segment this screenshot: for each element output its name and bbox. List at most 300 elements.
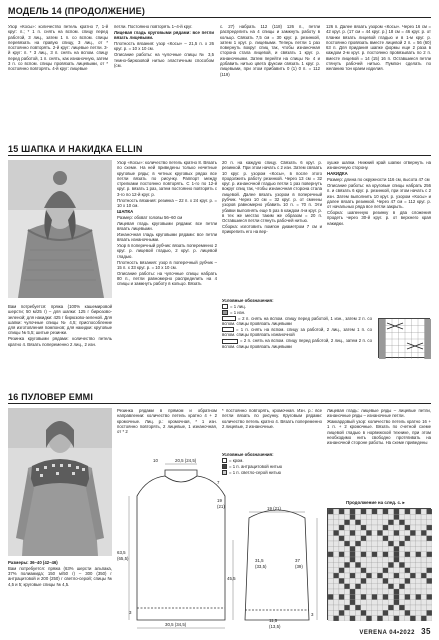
section-15-header: 15 ШАПКА И НАКИДКА ELLIN — [8, 144, 431, 156]
jacquard-cell — [350, 530, 355, 535]
jacquard-cell — [383, 536, 388, 541]
jacquard-cell — [410, 600, 415, 605]
jacquard-cell — [399, 605, 404, 610]
jacquard-cell — [377, 520, 382, 525]
jacquard-cell — [372, 589, 377, 594]
jacquard-cell — [333, 530, 338, 535]
legend-item-cable1 — [222, 316, 372, 327]
jacquard-cell — [427, 552, 432, 557]
jacquard-cell — [388, 514, 393, 519]
jacquard-cell — [394, 520, 399, 525]
jacquard-cell — [405, 562, 410, 567]
jacquard-cell — [388, 536, 393, 541]
jacquard-cell — [350, 514, 355, 519]
jacquard-cell — [427, 562, 432, 567]
jacquard-cell — [361, 530, 366, 535]
jacquard-cell — [350, 594, 355, 599]
jacquard-cell — [377, 541, 382, 546]
jacquard-cell — [339, 589, 344, 594]
sec16-legend-edge-text: = кром. — [229, 457, 244, 463]
knit-symbol-icon — [222, 304, 228, 309]
jacquard-cell — [361, 600, 366, 605]
sec15-col3 — [222, 160, 322, 260]
sec15-cross: Узор в поперечный рубчик: вязать попеременно 2 круг. р. лицевой гладью, 2 круг. р. лицевой гладью. — [117, 243, 217, 259]
page-number: 35 — [421, 627, 431, 636]
jacquard-cell — [350, 605, 355, 610]
section-14-header: МОДЕЛЬ 14 (ПРОДОЛЖЕНИЕ) — [8, 6, 431, 18]
jacquard-cell — [377, 530, 382, 535]
jacquard-cell — [377, 562, 382, 567]
jacquard-cell — [427, 589, 432, 594]
jacquard-cell — [421, 589, 426, 594]
jacquard-cell — [399, 600, 404, 605]
jacquard-cell — [427, 578, 432, 583]
jacquard-cell — [355, 605, 360, 610]
jacquard-cell — [361, 525, 366, 530]
jacquard-cell — [372, 600, 377, 605]
jacquard-cell — [388, 616, 393, 621]
jacquard-cell — [416, 562, 421, 567]
jacquard-cell — [339, 552, 344, 557]
jacquard-cell — [394, 568, 399, 573]
dim-19-label: 19 — [217, 498, 222, 503]
jacquard-cell — [410, 616, 415, 621]
jacquard-cell — [328, 514, 333, 519]
jacquard-cell — [383, 573, 388, 578]
jacquard-cell — [366, 509, 371, 514]
jacquard-cell — [344, 514, 349, 519]
jacquard-cell — [350, 600, 355, 605]
jacquard-cell — [355, 509, 360, 514]
jacquard-cell — [399, 520, 404, 525]
jacquard-cell — [366, 557, 371, 562]
sec15-cape-size: Размер: длина по окружности 116 см, высота 47 см — [327, 177, 430, 183]
jacquard-cell — [421, 546, 426, 551]
jacquard-cell — [421, 600, 426, 605]
jacquard-cell — [394, 514, 399, 519]
jacquard-cell — [361, 546, 366, 551]
jacquard-cell — [366, 600, 371, 605]
jacquard-cell — [416, 610, 421, 615]
jacquard-cell — [372, 568, 377, 573]
jacquard-cell — [366, 514, 371, 519]
jacquard-cell — [399, 568, 404, 573]
jacquard-cell — [427, 605, 432, 610]
jacquard-cell — [344, 525, 349, 530]
jacquard-cell — [388, 509, 393, 514]
jacquard-cell — [377, 509, 382, 514]
jacquard-cell — [344, 616, 349, 621]
sec14-col4-text: 126 п. Далее вязать узором «Косы». Через 16 см = 42 круг. р. (17 см = 44 круг. р.) 18 см = 46 круг. р. от планки вязать лицевой гладью и в 1-м круг. р. постоянно провязать вместе лицевой 2 п. = 56 (60) 63 п. Для придания шапке формы еще 2 раза в каждом 2-м круг. р. постоянно провязывать по 2 п. вместе лицевой = 14 (15) 16 п. Оставшиеся петли стянуть рабочей нитью. Пумпон сделать по желанию тон краем изделия. — [326, 24, 431, 72]
jacquard-cell — [372, 520, 377, 525]
jacquard-cell — [394, 610, 399, 615]
jacquard-cell — [361, 562, 366, 567]
jacquard-cell — [333, 541, 338, 546]
jacquard-cell — [394, 616, 399, 621]
jacquard-cell — [355, 616, 360, 621]
jacquard-cell — [350, 568, 355, 573]
jacquard-cell — [333, 546, 338, 551]
jacquard-cell — [388, 541, 393, 546]
jacquard-cell — [355, 520, 360, 525]
jacquard-cell — [355, 552, 360, 557]
jacquard-cell — [372, 536, 377, 541]
jacquard-cell — [383, 520, 388, 525]
jacquard-cell — [416, 546, 421, 551]
jacquard-cell — [339, 557, 344, 562]
jacquard-cell — [366, 584, 371, 589]
jacquard-cell — [333, 584, 338, 589]
sec16-materials: Вам потребуется: пряжа (63% шерсти альпака, 37% полиамида; 150 м/50 г) – 300 (350) г антрацитовой и 200 (250) г светло-серой; спицы № 4,5 и 5; круговые спицы № 4,5. — [8, 565, 112, 587]
jacquard-cell — [333, 525, 338, 530]
jacquard-cell — [388, 552, 393, 557]
jacquard-cell — [344, 600, 349, 605]
jacquard-cell — [366, 605, 371, 610]
jacquard-cell — [399, 584, 404, 589]
hat-cape-photo — [8, 160, 112, 298]
jacquard-cell — [383, 509, 388, 514]
legend-item-cable3 — [222, 338, 372, 349]
jacquard-cell — [421, 536, 426, 541]
pullover-schematic-drawing — [117, 450, 327, 630]
sec16-col1 — [8, 560, 112, 632]
jacquard-cell — [388, 573, 393, 578]
jacquard-cell — [333, 589, 338, 594]
jacquard-cell — [344, 568, 349, 573]
jacquard-cell — [399, 509, 404, 514]
jacquard-cell — [421, 530, 426, 535]
jacquard-cell — [333, 578, 338, 583]
jacquard-cell — [416, 509, 421, 514]
jacquard-cell — [377, 600, 382, 605]
sec14-col4 — [326, 24, 431, 142]
jacquard-cell — [333, 520, 338, 525]
jacquard-cell — [339, 568, 344, 573]
sec14-col3 — [220, 24, 320, 142]
jacquard-cell — [339, 536, 344, 541]
jacquard-cell — [366, 552, 371, 557]
jacquard-cell — [383, 530, 388, 535]
jacquard-cell — [328, 552, 333, 557]
sec15-legend-title: Условные обозначения: — [222, 298, 274, 303]
jacquard-cell — [394, 584, 399, 589]
jacquard-cell — [339, 605, 344, 610]
jacquard-cell — [416, 616, 421, 621]
jacquard-cell — [427, 520, 432, 525]
sec15-col2-text: Узор «Косы»: количество петель кратно 8. Вязать по схеме. На ней приведены только нечетные круговые ряды; в четных круговых рядах все петли вязать по рисунку. Раппорт между стрелками постоянно повторять. С 1-го по 12-й круг. р. вязать 1 раз, затем постоянно повторять с 3-го по 12-й круг. р. — [117, 160, 217, 197]
jacquard-cell — [394, 578, 399, 583]
jacquard-cell — [399, 610, 404, 615]
jacquard-cell — [405, 514, 410, 519]
jacquard-cell — [383, 594, 388, 599]
jacquard-cell — [361, 568, 366, 573]
jacquard-cell — [339, 600, 344, 605]
jacquard-cell — [361, 584, 366, 589]
dim-21-label: (21) — [217, 504, 225, 509]
jacquard-cell — [394, 552, 399, 557]
jacquard-cell — [399, 616, 404, 621]
jacquard-cell — [361, 616, 366, 621]
jacquard-cell — [410, 525, 415, 530]
jacquard-cell — [355, 600, 360, 605]
jacquard-cell — [388, 525, 393, 530]
jacquard-cell — [394, 589, 399, 594]
jacquard-cell — [416, 514, 421, 519]
jacquard-cell — [344, 578, 349, 583]
jacquard-cell — [377, 536, 382, 541]
sec15-work: Описание работы: на чулочные спицы набрать 80 п., петли равномерно распределить на 4 спицы и замкнуть работу в кольцо. Вязать — [117, 270, 217, 287]
jacquard-cell — [427, 584, 432, 589]
jacquard-cell — [372, 610, 377, 615]
jacquard-cell — [355, 557, 360, 562]
jacquard-cell — [372, 616, 377, 621]
jacquard-cell — [416, 594, 421, 599]
dim-455-label: 45,5 — [227, 576, 236, 581]
jacquard-cell — [416, 552, 421, 557]
jacquard-cell — [394, 573, 399, 578]
jacquard-cell — [328, 525, 333, 530]
jacquard-cell — [421, 594, 426, 599]
jacquard-cell — [333, 514, 338, 519]
jacquard-cell — [355, 578, 360, 583]
jacquard-cell — [427, 594, 432, 599]
jacquard-cell — [377, 584, 382, 589]
jacquard-cell — [328, 536, 333, 541]
jacquard-cell — [394, 546, 399, 551]
jacquard-cell — [350, 610, 355, 615]
jacquard-cell — [339, 578, 344, 583]
jacquard-cell — [328, 616, 333, 621]
jacquard-cell — [410, 536, 415, 541]
jacquard-cell — [339, 509, 344, 514]
jacquard-cell — [366, 562, 371, 567]
jacquard-cell — [394, 557, 399, 562]
jacquard-cell — [427, 514, 432, 519]
jacquard-cell — [421, 578, 426, 583]
jacquard-cell — [355, 536, 360, 541]
jacquard-cell — [350, 541, 355, 546]
jacquard-cell — [339, 594, 344, 599]
jacquard-cell — [333, 509, 338, 514]
jacquard-cell — [344, 536, 349, 541]
jacquard-cell — [350, 584, 355, 589]
jacquard-cell — [328, 541, 333, 546]
jacquard-cell — [410, 605, 415, 610]
jacquard-cell — [394, 530, 399, 535]
jacquard-cell — [421, 552, 426, 557]
jacquard-cell — [372, 541, 377, 546]
jacquard-cell — [372, 578, 377, 583]
jacquard-cell — [344, 589, 349, 594]
dim-39-label: (39) — [295, 564, 303, 569]
jacquard-cell — [333, 605, 338, 610]
jacquard-cell — [372, 509, 377, 514]
jacquard-cell — [416, 541, 421, 546]
jacquard-cell — [372, 546, 377, 551]
sec14-col2a: петли. Постоянно повторять 1–4-й круг. — [114, 24, 193, 29]
sec14-col1 — [8, 24, 108, 142]
jacquard-cell — [421, 525, 426, 530]
jacquard-cell — [388, 530, 393, 535]
jacquard-cell — [333, 568, 338, 573]
legend-item-knit — [222, 304, 372, 309]
jacquard-cell — [405, 616, 410, 621]
jacquard-cell — [427, 541, 432, 546]
jacquard-cell — [410, 594, 415, 599]
jacquard-cell — [355, 514, 360, 519]
jacquard-cell — [410, 520, 415, 525]
jacquard-cell — [394, 600, 399, 605]
sec15-col4 — [327, 160, 431, 280]
jacquard-cell — [405, 589, 410, 594]
sec15-cape-heading: НАКИДКА — [327, 171, 348, 177]
jacquard-cell — [350, 578, 355, 583]
jacquard-cell — [388, 557, 393, 562]
jacquard-cell — [377, 594, 382, 599]
legend-cable1-text: = 2 п. снять на вспом. спицу перед работой, 1 изн., затем 2 п. со вспом. спицы провязать лицевыми — [222, 315, 372, 327]
jacquard-cell — [355, 562, 360, 567]
jacquard-cell — [383, 514, 388, 519]
jacquard-cell — [361, 509, 366, 514]
jacquard-cell — [427, 546, 432, 551]
jacquard-cell — [361, 605, 366, 610]
jacquard-cell — [410, 557, 415, 562]
jacquard-cell — [427, 568, 432, 573]
jacquard-cell — [355, 541, 360, 546]
magazine-name: VERENA 04•2022 — [359, 630, 415, 636]
jacquard-cell — [427, 509, 432, 514]
sec15-hat-size: Размер: обхват головы 56–60 см — [117, 214, 183, 220]
sec15-col2 — [117, 160, 217, 388]
dim-655-label: (65,5) — [117, 556, 129, 561]
jacquard-cell — [350, 552, 355, 557]
jacquard-cell — [427, 536, 432, 541]
jacquard-cell — [366, 530, 371, 535]
jacquard-cell — [377, 552, 382, 557]
sec15-rib: Резинка круговыми рядами: количество петель кратно 4. Вязать попеременно 2 лиц., 2 изн. — [8, 336, 112, 347]
jacquard-cell — [339, 514, 344, 519]
hat-cape-photo-art — [8, 160, 112, 298]
sec14-col3-text: с. 27) набрать 112 (118) 126 п., петли распределить на 4 спицы и замкнуть работу в кольцо. Связать 7,5 см = 30 круг. р. резинкой, затем 1 круг. р. лицевыми. Теперь петли 1 раз повернуть вокруг спиц так, чтобы изнаночная сторона стала лицевой, и связать 1 круг. р. изнаночными. Затем перейти на спицы № 4 и добавить нитью цвета фуксии связать 1 круг. р. лицевыми, при этом прибавить 0 (1) 0 п. = 112 (119) — [220, 24, 320, 77]
jacquard-cell — [377, 568, 382, 573]
jacquard-cell — [405, 605, 410, 610]
jacquard-cell — [421, 610, 426, 615]
jacquard-cell — [355, 568, 360, 573]
jacquard-cell — [339, 525, 344, 530]
legend-purl-text: = 1 изн. — [230, 309, 246, 315]
jacquard-cell — [410, 514, 415, 519]
jacquard-cell — [405, 509, 410, 514]
jacquard-cell — [416, 584, 421, 589]
jacquard-cell — [339, 573, 344, 578]
jacquard-cell — [344, 557, 349, 562]
jacquard-cell — [388, 562, 393, 567]
jacquard-cell — [416, 568, 421, 573]
jacquard-cell — [328, 594, 333, 599]
jacquard-cell — [361, 520, 366, 525]
jacquard-cell — [405, 546, 410, 551]
jacquard-cell — [377, 578, 382, 583]
jacquard-cell — [388, 594, 393, 599]
jacquard-cell — [410, 546, 415, 551]
jacquard-cell — [372, 525, 377, 530]
jacquard-cell — [339, 610, 344, 615]
jacquard-cell — [350, 573, 355, 578]
dim-hip-label: 30,5 (34,5) — [165, 622, 187, 627]
sec15-density1: Плотность вязания: резинка – 22 п. x 24 круг. р. = 10 x 10 см. — [117, 197, 217, 208]
sec15-face: Лицевая гладь круговыми рядами: все петли вязать лицевыми. — [117, 220, 217, 231]
sec14-col2 — [114, 24, 214, 142]
dim-neck-label: 10 — [153, 458, 158, 463]
jacquard-cell — [328, 600, 333, 605]
jacquard-cell — [383, 552, 388, 557]
jacquard-cell — [377, 557, 382, 562]
jacquard-cell — [333, 610, 338, 615]
jacquard-cell — [394, 594, 399, 599]
jacquard-cell — [377, 616, 382, 621]
jacquard-cell — [427, 530, 432, 535]
sec15-materials: Вам потребуется: пряжа (100% кашемировой шерсти; 50 м/25 г) – для шапки: 125 г бирюзово-зеленой; для накидки: 425 г бирюзово-зеленой. Для шапки: чулочные спицы № 4,5; приспособление для изготовления помпонов; для накидки: круговые спицы № 5,5; шитые резинки. — [8, 304, 112, 336]
sec15-legend — [222, 298, 372, 388]
jacquard-cell — [383, 589, 388, 594]
jacquard-cell — [388, 520, 393, 525]
jacquard-cell — [355, 610, 360, 615]
jacquard-cell — [350, 536, 355, 541]
jacquard-cell — [405, 536, 410, 541]
jacquard-cell — [410, 584, 415, 589]
jacquard-cell — [361, 610, 366, 615]
jacquard-cell — [355, 546, 360, 551]
legend-cable3-text: = 2 п. снять на вспом. спицу перед работой, 2 лиц., затем 2 п. со вспом. спицы провязать лицевыми — [222, 338, 372, 349]
sec15-cape-assembly: Сборка: шапенную резинку в два сложения продеть через 30-й круг. р. от верхнего края накидки. — [327, 210, 431, 226]
jacquard-cell — [416, 536, 421, 541]
jacquard-cell — [421, 584, 426, 589]
jacquard-cell — [366, 536, 371, 541]
jacquard-cell — [344, 530, 349, 535]
sec16-sizes: Размеры: 36–40 (42–46) — [8, 560, 58, 565]
jacquard-cell — [361, 514, 366, 519]
sec16-legend-dark-text: = 1 п. антрацитовой нитью — [229, 463, 283, 469]
jacquard-cell — [405, 594, 410, 599]
jacquard-cell — [333, 552, 338, 557]
jacquard-cell — [372, 562, 377, 567]
jacquard-cell — [377, 573, 382, 578]
sec14-col1-text: Узор «Косы»: количество петель кратно 7, 1-й круг: п.; * 1 п. снять на вспом. спицу перед работой, 3 лиц., затем 1 п. со вспом. спицы перевязать на правую спицу, 3 лиц., от * постоянно повторять. 2-й круг: лицевые петли. 3-й круг: п. * 3 лиц., 3 п. снять на вспом. спицу перед работой, 1 п. снять, как изнаночную, затем 3 п. со вспом. спицы провязать лицевыми, от * постоянно повторять. 4-й круг: лицевые — [8, 24, 108, 72]
jacquard-cell — [394, 541, 399, 546]
jacquard-cell — [399, 530, 404, 535]
sec15-density2: Плотность вязания: узор в поперечный рубчик – 15 п. x 33 круг. р. = 10 x 10 см. — [117, 259, 217, 270]
jacquard-cell — [388, 578, 393, 583]
pullover-photo — [8, 408, 112, 556]
jacquard-cell — [344, 594, 349, 599]
jacquard-cell — [405, 573, 410, 578]
sec14-col2c: Плотность вязания: узор «Косы» – 21,5 п. x 26 круг. р. = 10 x 10 см. — [114, 41, 214, 52]
jacquard-cell — [344, 541, 349, 546]
jacquard-cell — [410, 573, 415, 578]
sec14-col2d: Описание работы: на чулочные спицы № 3,5 темно-бирюзовой нитью эластичным способом (см. — [114, 52, 214, 68]
dim-shoulder-label: 20,5 (24,5) — [175, 458, 197, 463]
jacquard-cell — [344, 509, 349, 514]
sec16-legend-title: Условные обозначения: — [222, 452, 274, 457]
jacquard-cell — [355, 525, 360, 530]
jacquard-cell — [405, 525, 410, 530]
jacquard-cell — [405, 568, 410, 573]
jacquard-cell — [427, 557, 432, 562]
jacquard-cell — [344, 610, 349, 615]
jacquard-cell — [405, 578, 410, 583]
jacquard-cell — [372, 514, 377, 519]
jacquard-cell — [333, 600, 338, 605]
